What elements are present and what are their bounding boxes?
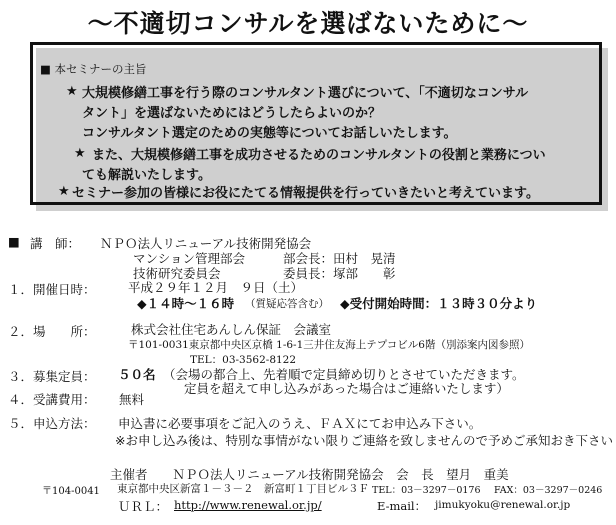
lecturer-org: ＮＰＯ法人リニューアル技術開発協会	[100, 236, 312, 251]
email-label: E-mail：	[377, 499, 427, 513]
capacity-note2: 定員を超えて申し込みがあった場合はご連絡いたします）	[184, 381, 509, 396]
purpose-p3-line1: セミナー参加の皆様にお役にたてる情報提供を行っていきたいと考えています。	[72, 186, 539, 201]
lecturer-role1: 部会長：田村 晃清	[283, 251, 396, 266]
lecturer-marker: ■	[8, 234, 20, 249]
item1-label: １．開催日時：	[8, 282, 96, 297]
apply-note: ※お申し込み後は、特別な事情がない限りご連絡を致しませんので予めご承知おき下さい	[115, 433, 613, 448]
email-address[interactable]: jimukyoku@renewal.or.jp	[435, 499, 571, 511]
venue-address: 〒101-0031東京都中央区京橋 1-6-1三井住友海上テプコビル6階（別添案内図参照）	[128, 339, 530, 351]
footer-fax: FAX：03－3297－0246	[494, 485, 603, 496]
purpose-p1-line3: コンサルタント選定のための実態等についてお話しいたします。	[82, 126, 457, 141]
page-title: ～不適切コンサルを選ばないために～	[87, 9, 529, 38]
lecturer-role2: 委員長：塚部 彰	[283, 266, 396, 281]
purpose-p1-line1: 大規模修繕工事を行う際のコンサルタント選びについて、「不適切なコンサル	[82, 86, 529, 101]
venue-name: 株式会社住宅あんしん保証 会議室	[131, 322, 332, 337]
website-link[interactable]: http://www.renewal.or.jp/	[174, 498, 322, 512]
lecturer-dept1: マンション管理部会	[133, 251, 245, 266]
capacity: ５０名	[118, 367, 156, 382]
apply-method: 申込書に必要事項をご記入のうえ、ＦＡＸにてお申込み下さい。	[118, 416, 482, 431]
event-time: ◆１４時～１６時	[137, 296, 235, 311]
item4-label: ４．受講費用：	[8, 392, 96, 407]
capacity-note1: （会場の都合上、先着順で定員締め切りとさせていただきます。	[163, 367, 525, 382]
footer-postal: 〒104-0041	[42, 486, 100, 497]
footer-tel: TEL：03－3297－0176	[372, 485, 481, 496]
lecturer-label: 講 師：	[30, 236, 81, 251]
bullet-star: ★	[58, 184, 70, 199]
reception-time: ◆受付開始時間：１３時３０分より	[340, 296, 538, 311]
event-time-note: （質疑応答含む）	[245, 298, 329, 310]
venue-tel: TEL：03-3562-8122	[190, 354, 297, 366]
bullet-star: ★	[74, 146, 86, 161]
item3-label: ３．募集定員：	[8, 369, 96, 384]
purpose-heading: ■ 本セミナーの主旨	[40, 62, 147, 76]
item5-label: ５．申込方法：	[8, 416, 96, 431]
item2-label: ２．場 所：	[8, 324, 96, 339]
purpose-p1-line2: タント」を選ばないためにはどうしたらよいのか？	[82, 106, 382, 121]
footer-address: 東京都中央区新富１－３－２ 新富町１丁目ビル３Ｆ	[117, 483, 369, 495]
purpose-p2-line2: ても解説いたします。	[82, 168, 211, 183]
url-label: ＵＲＬ：	[118, 499, 169, 514]
lecturer-dept2: 技術研究委員会	[133, 266, 221, 281]
bullet-star: ★	[66, 84, 78, 99]
organizer: 主催者 ＮＰＯ法人リニューアル技術開発協会 会 長 望月 重美	[110, 467, 509, 482]
event-date: 平成２９年１２月 ９日（土）	[128, 280, 304, 295]
fee: 無料	[119, 392, 145, 407]
purpose-p2-line1: また、大規模修繕工事を成功させるためのコンサルタントの役割と業務につい	[92, 148, 546, 163]
